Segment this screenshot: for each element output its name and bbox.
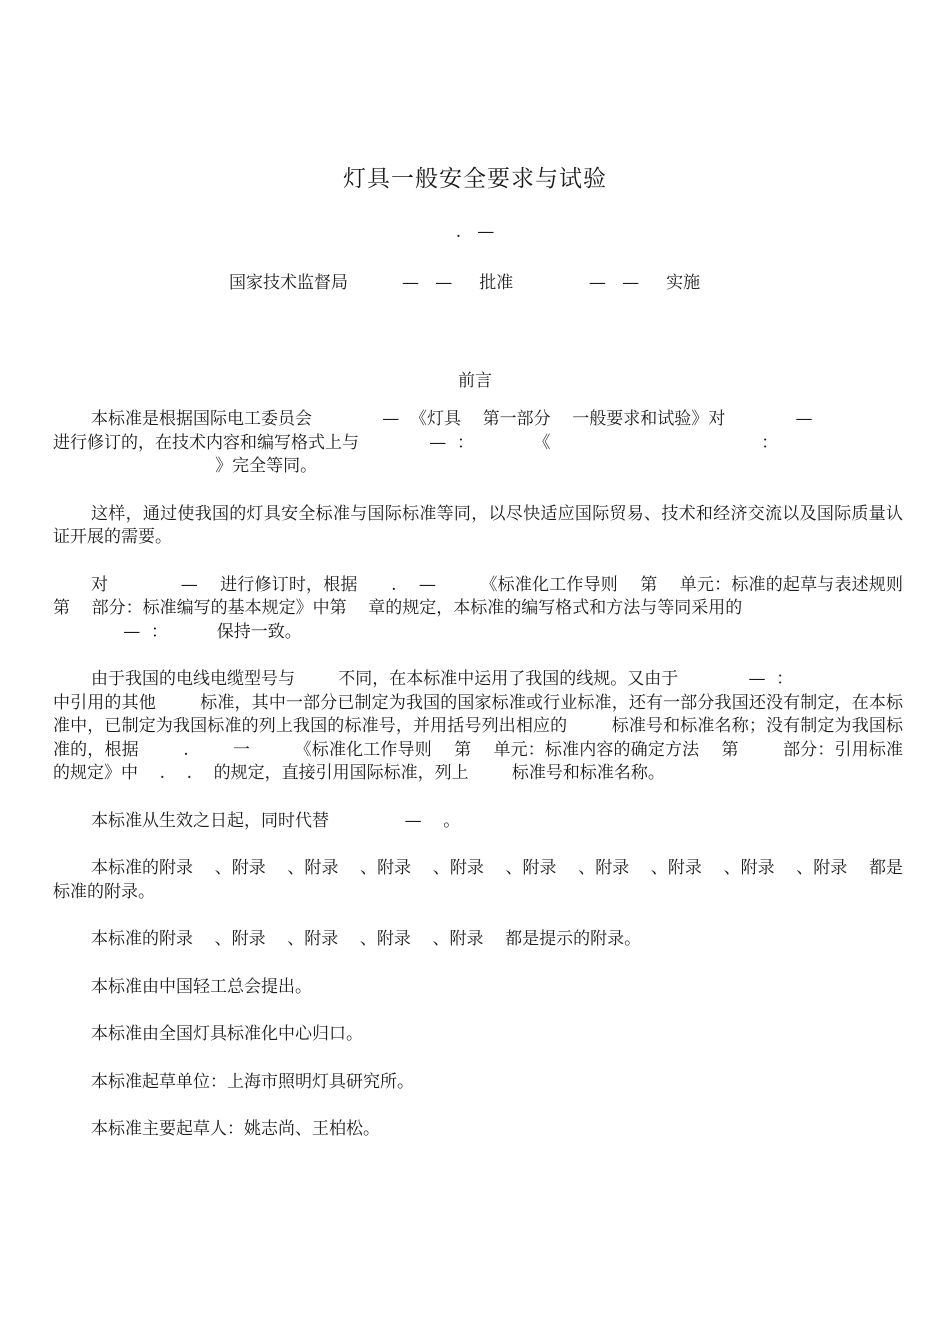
paragraph-purpose: 这样，通过使我国的灯具安全标准与国际标准等同，以尽快适应国际贸易、技术和经济交流以及国际质量认证开展的需要。: [53, 503, 903, 547]
paragraph-drafting-unit: 本标准起草单位：上海市照明灯具研究所。: [91, 1071, 414, 1092]
standard-code-line: . —: [455, 222, 495, 242]
paragraph-normative-annexes: 本标准的附录 、附录 、附录 、附录 、附录 、附录 、附录 、附录 、附录 、附录 都是标准的附录。: [53, 858, 903, 902]
paragraph-centralized-by: 本标准由全国灯具标准化中心归口。: [91, 1024, 363, 1044]
preface-heading: 前言: [458, 371, 492, 391]
document-title: 灯具一般安全要求与试验: [343, 166, 607, 192]
paragraph-format: 对 — 进行修订时，根据 . — 《标准化工作导则 第 单元：标准的起草与表述规则 第 部分：标准编写的基本规定》中第 章的规定，本标准的编写格式和方法与等同采用的 — ： 保持一致。: [53, 574, 903, 642]
paragraph-proposed-by: 本标准由中国轻工总会提出。: [91, 976, 312, 997]
paragraph-informative-annexes: 本标准的附录 、附录 、附录 、附录 、附录 都是提示的附录。: [91, 929, 642, 949]
paragraph-replaces: 本标准从生效之日起，同时代替 — 。: [91, 810, 461, 831]
paragraph-basis: 本标准是根据国际电工委员会 — 《灯具 第一部分 一般要求和试验》对 — 进行修订的，在技术内容和编写格式上与 — ： 《 ： 》完全等同。: [53, 409, 813, 476]
preface-body: [53, 408, 903, 1166]
paragraph-drafters: 本标准主要起草人：姚志尚、王柏松。: [91, 1119, 380, 1139]
approval-line: 国家技术监督局 — — 批准 — — 实施: [229, 273, 701, 293]
paragraph-cable-references: 由于我国的电线电缆型号与 不同，在本标准中运用了我国的线规。又由于 — ： 中引用的其他 标准，其中一部分已制定为我国的国家标准或行业标准，还有一部分我国还没有制定，在本标准中，已制定为我国标准的列上我国的标准号，并用括号列出相应的 标准号和标准名称；没有制定为我国标准的，根据 . 一 《标准化工作导则 第 单元：标准内容的确定方法 第 部分：引用标准的规定》中 . . 的规定，直接引用国际标准，列上 标准号和标准名称。: [53, 669, 903, 783]
